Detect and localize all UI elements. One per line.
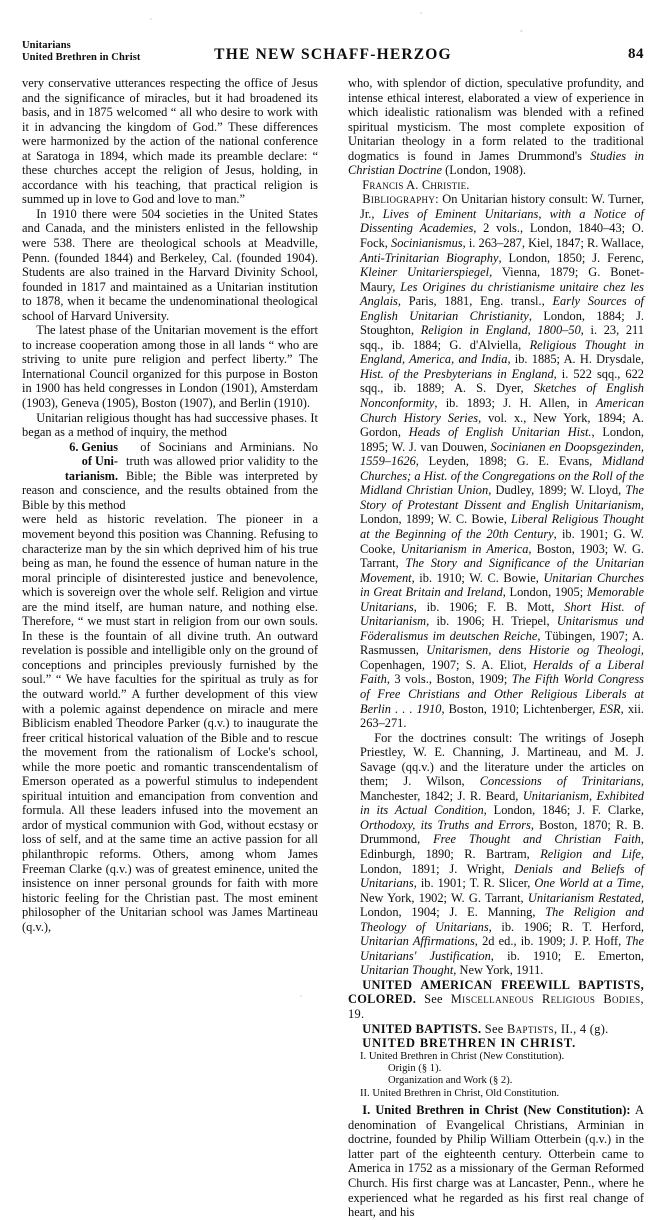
work-title-italic: Short Hist. of Unitarianism: [360, 599, 645, 629]
bibliography-text: , Boston, 1910; Lichtenberger,: [441, 701, 600, 716]
work-title-italic: Unitarismus und Föderalismus im deutschen Reiche: [360, 614, 644, 643]
running-head-left-line2: United Brethren in Christ: [22, 51, 141, 63]
bibliography-text: , Edinburgh, 1890; R. Bartram,: [360, 832, 644, 861]
bibliography-text: , ib. 1893; J. H. Allen, in: [434, 396, 596, 411]
bibliography-label: Bibliography:: [362, 192, 439, 207]
running-head-left-line1: Unitarians: [22, 40, 71, 51]
work-title-italic: Religion and Life: [540, 846, 641, 861]
bibliography-text: , 2 vols., London, 1840–43; O. Fock,: [360, 221, 644, 251]
bibliography-text: , London, 1899; W. C. Bowie,: [360, 497, 644, 527]
work-title-italic: Sketches of English Nonconformity: [360, 381, 644, 411]
side-heading-line: 6. Genius: [69, 439, 118, 454]
work-title-italic: Unitarismen, dens Historie og Theologi: [426, 643, 641, 658]
article-title: UNITED BAPTISTS.: [362, 1021, 482, 1036]
bibliography-text: , New York, 1911.: [453, 963, 544, 978]
see-label: See: [424, 992, 443, 1007]
work-title-italic: Liberal Religious Thought at the Beginning of the 20th Century: [360, 512, 644, 541]
work-title-italic: Kleiner Unitarierspiegel: [360, 265, 490, 280]
book-title: THE NEW SCHAFF-HERZOG: [214, 46, 452, 63]
work-title-italic: Lives of Eminent Unitarians, with a Notice of Dissenting Academies: [360, 206, 644, 236]
work-title-italic: Socinianen en Doopsgezinden, 1559–1626: [360, 439, 644, 469]
scan-speck: [300, 995, 302, 997]
bibliography-text: , Boston, 1903; W. G. Tarrant,: [360, 541, 644, 571]
bibliography-text: On Unitarian history consult: W. Turner, Jr.,: [360, 192, 644, 221]
bibliography-text: , vol. x., New York, 1894; A. Gordon,: [360, 410, 644, 440]
paragraph: Unitarian religious thought has had successive phases. It began as a method of inquiry, the method: [22, 410, 318, 440]
bibliography-text: , London, 1904; J. E. Manning,: [360, 890, 644, 920]
cross-reference-link[interactable]: Miscellaneous Religious Bodies,: [450, 992, 644, 1007]
work-title-italic: The Fifth World Congress of Free Christians and Other Religious Liberals at Berlin . . . 1910: [360, 672, 644, 716]
bibliography-text: , ib. 1885; A. H. Drysdale,: [507, 352, 644, 367]
bibliography-text: , Tübingen, 1907; A. Rasmussen,: [360, 628, 644, 658]
work-title-italic: Heralds of a Liberal Faith: [360, 657, 644, 687]
section-lead-text: A denomination of Evangelical Christians, Arminian in doctrine, founded by Philip William Otterbein (q.v.) in the latter part of the eighteenth century. Otterbein came to America in 1752 as a missionary of the German Reformed Church. His first charge was at Lancaster, Penn., where he experienced what he regarded as his first real change of heart, and his: [348, 1103, 644, 1220]
cross-reference-number: II., 4 (g).: [557, 1021, 609, 1036]
bibliography-primary: [348, 192, 644, 730]
work-title-italic: Denials and Beliefs of Unitarians: [360, 861, 645, 891]
section-lead-paragraph: [348, 1103, 644, 1219]
side-heading-block: [22, 440, 318, 513]
article-heading-united-brethren: UNITED BRETHREN IN CHRIST.: [362, 1036, 577, 1051]
work-title-italic: The Story and Significance of the Unitarian Movement: [360, 556, 644, 585]
bibliography-entries: [360, 731, 644, 978]
work-title-italic: Concessions of Trinitarians: [479, 774, 641, 789]
paragraph: [348, 76, 644, 178]
work-title-italic: Midland Churches; a Hist. of the Congregations on the Roll of the Midland Christian Union: [360, 454, 644, 498]
work-title-italic: The Story of Protestant Dissent and English Unitarianism: [360, 483, 644, 512]
article-heading-freewill-baptists: [348, 978, 644, 1022]
work-title-italic: Heads of English Unitarian Hist.: [408, 425, 592, 440]
bibliography-text: , ib. 1910; W. C. Bowie,: [411, 570, 544, 585]
bibliography-text: , Leyden, 1898; G. E. Evans,: [415, 454, 602, 469]
side-heading-line: tarianism.: [64, 468, 118, 483]
bibliography-text: , London, 1895; W. J. van Douwen,: [360, 425, 644, 454]
work-title-italic: Unitarianism Restated: [527, 890, 641, 905]
paragraph-text: who, with splendor of diction, speculative profundity, and intense ethical interest, elaborated a view of experience in which idealistic rationalism was blended with a refined spiritual mysticism. The most complete exposition of Unitarian theology in a form related to the traditional dogmatics is found in James Drummond's: [348, 76, 644, 163]
work-title-italic: Les Origines du christianisme unitaire chez les Anglais: [360, 279, 644, 309]
bibliography-text: , Boston, 1870; R. B. Drummond,: [360, 817, 644, 847]
side-heading: [22, 440, 118, 484]
work-title-italic: Early Sources of English Unitarian Christianity: [360, 294, 645, 323]
work-title-italic: Religious Thought in England, America, and India: [360, 337, 644, 367]
bibliography-text: , 2d ed., ib. 1909; J. P. Hoff,: [474, 934, 626, 949]
work-title-italic: Unitarian Affirmations: [360, 934, 475, 949]
outline-item: Origin (§ 1).: [388, 1063, 442, 1075]
work-title-italic: The Unitarians' Justification: [360, 934, 644, 963]
bibliography-text: , Vienna, 1879; G. Bonet-Maury,: [360, 265, 645, 294]
work-title-italic: Religion in England, 1800–50: [420, 323, 581, 338]
side-heading-line: of Uni-: [81, 454, 118, 469]
work-title-italic: The Religion and Theology of Unitarians: [360, 905, 645, 934]
bibliography-text: , ib. 1910; E. Emerton,: [490, 948, 644, 963]
author-signature: [348, 178, 644, 193]
work-title-italic: Hist. of the Presbyterians in England: [360, 366, 554, 381]
paragraph: very conservative utterances respecting the office of Jesus and the significance of miracles, but it had broadened its basis, and in 1875 welcomed “ all who desire to work with it in advancing the kingdom of God.” These differences were harmonized by the action of the national conference at Saratoga in 1894, which made its preamble declare: “ these churches accept the religion of Jesus, holding, in accordance with his teaching, that practical religion is summed up in love to God and love to man.”: [22, 76, 318, 207]
bibliography-text: , London, 1891; J. Wright,: [360, 846, 644, 876]
outline-item: II. United Brethren in Christ, Old Constitution.: [360, 1087, 560, 1099]
bibliography-text: , i. 23, 211 sqq., ib. 1884; G. d'Alviella,: [360, 323, 644, 352]
see-label: See: [484, 1021, 504, 1036]
cross-reference-number: 19.: [348, 1007, 365, 1021]
bibliography-text: , ib. 1901; T. R. Slicer,: [413, 876, 535, 891]
work-title-italic: Unitarian Thought: [360, 963, 454, 978]
scan-speck: [520, 30, 523, 32]
bibliography-text: , ib. 1906; F. B. Mott,: [413, 599, 565, 614]
bibliography-text: , Paris, 1881, Eng. transl.,: [397, 294, 553, 309]
right-column: [348, 76, 644, 1220]
work-title-italic: American Church History Series: [360, 396, 644, 425]
scan-speck: [150, 18, 152, 20]
bibliography-text: , Manchester, 1842; J. R. Beard,: [360, 774, 644, 803]
bibliography-text: , ib. 1906; H. Triepel,: [426, 614, 557, 629]
page-number: 84: [628, 46, 644, 62]
bibliography-text: , London, 1884; J. Stoughton,: [360, 308, 644, 338]
bibliography-text: , ib. 1901; G. W. Cooke,: [360, 526, 644, 556]
outline-item: Organization and Work (§ 2).: [388, 1075, 513, 1087]
article-outline: [348, 1051, 644, 1101]
bibliography-text: , London, 1905;: [502, 585, 587, 600]
paragraph: The latest phase of the Unitarian movement is the effort to increase cooperation among those in all lands “ who are striving to unite pure religion and perfect liberty.” The International Council organized for this purpose in Boston in 1900 has held congresses in London (1901), Amsterdam (1903), Geneva (1905), Boston (1907), and Berlin (1910).: [22, 323, 318, 411]
bibliography-text: , ib. 1906; R. T. Herford,: [488, 919, 644, 934]
bibliography-text: , Copenhagen, 1907; S. A. Eliot,: [360, 643, 644, 672]
article-title: UNITED AMERICAN FREEWILL BAPTISTS, COLORED.: [348, 977, 644, 1007]
bibliography-secondary: [348, 731, 644, 978]
left-column: [22, 76, 318, 934]
work-title-italic: One World at a Time: [534, 876, 641, 891]
work-title-italic: Anti-Trinitarian Biography: [360, 250, 499, 265]
bibliography-text: , Dudley, 1899; W. Lloyd,: [488, 483, 626, 498]
outline-item: I. United Brethren in Christ (New Constitution).: [360, 1050, 565, 1062]
bibliography-text: , London, 1850; J. Ferenc,: [498, 250, 644, 265]
section-lead-title: I. United Brethren in Christ (New Constitution):: [362, 1103, 631, 1118]
work-title-italic: ESR: [599, 701, 621, 716]
bibliography-text: , London, 1846; J. F. Clarke,: [483, 803, 645, 818]
cross-reference-link[interactable]: Baptists,: [506, 1021, 558, 1036]
work-title-italic: Unitarian Churches in Great Britain and Ireland: [360, 570, 644, 600]
author-name: Francis A. Christie.: [362, 177, 470, 192]
bibliography-text: , i. 522 sqq., 622 sqq., ib. 1889; A. S. Dyer,: [360, 366, 645, 396]
bibliography-text: , xii. 263–271.: [360, 701, 645, 731]
bibliography-text: , 3 vols., Boston, 1909;: [386, 672, 512, 687]
work-title-italic: Memorable Unitarians: [360, 585, 644, 614]
paragraph: of Socinians and Arminians. No truth was allowed prior validity to the Bible; the Bible was interpreted by reason and conscience, and the results obtained from the Bible by this method: [22, 439, 318, 512]
work-title-italic: Orthodoxy, its Truths and Errors: [360, 817, 531, 832]
book-title-italic: Studies in Christian Doctrine: [348, 148, 645, 178]
work-title-italic: Socinianismus: [391, 236, 463, 251]
work-title-italic: Free Thought and Christian Faith: [433, 832, 641, 847]
running-head: [22, 40, 644, 66]
scan-speck: [420, 12, 422, 14]
bibliography-text: , New York, 1902; W. G. Tarrant,: [360, 876, 644, 905]
article-heading-united-baptists: [348, 1022, 644, 1037]
paragraph: were held as historic revelation. The pioneer in a movement beyond this position was Channing. Refusing to characterize man by the sin which deprived him of his true being as man, he found the essence of human nature in the moral principle of disinterested justice and benevolence, which is sovereign over the whole self. Religion and virtue are the mind itself, are human nature, and nothing else. Therefore, “ we must start in religion from our own souls. In these is the fountain of all divine truth. An outward revelation is possible and intelligible only on the ground of conceptions and principles previously furnished by the soul.” “ We have faculties for the spiritual as truly as for the outward world.” A further development of this view with a polemic against dependence on miracle and mere Biblicism enabled Theodore Parker (q.v.) to inaugurate the freer critical historical valuation of the Bible and to rescue the movement from the rationalism of Locke's school, while the more poetic and romantic transcendentalism of Emerson operated as a powerful stimulus to independent spiritual intuition and emancipation from convention and formula. All these leaders infused into the movement an ardor of mystical communion with God, without ecstasy or loss of self, and at the same time an active passion for all philanthropic reforms. Others, among whom James Freeman Clarke (q.v.) was of greatest eminence, united the insistence on inner personal grounds for faith with more historic feeling for the Christian past. The most eminent philosopher of the Unitarian school was James Martineau (q.v.),: [22, 512, 318, 934]
bibliography-text: , i. 263–287, Kiel, 1847; R. Wallace,: [462, 236, 644, 251]
work-title-italic: Unitarianism in America: [400, 541, 529, 556]
bibliography-text: For the doctrines consult: The writings of Joseph Priestley, W. E. Channing, J. Martineau, and M. J. Savage (qq.v.) and the literature under the articles on them; J. Wilson,: [360, 730, 644, 789]
bibliography-entries: [360, 192, 644, 730]
paragraph: In 1910 there were 504 societies in the United States and Canada, and the ministers enlisted in the fellowship were 538. There are theological schools at Meadville, Penn. (founded 1844) and Berkeley, Cal. (founded 1904). Students are also trained in the Harvard Divinity School, founded in 1817 and maintained as a Unitarian institution to 1878, when it became the undenominational theological school of Harvard University.: [22, 206, 318, 323]
paragraph-text: (London, 1908).: [441, 163, 526, 178]
work-title-italic: Unitarianism, Exhibited in its Actual Condition: [360, 788, 644, 818]
